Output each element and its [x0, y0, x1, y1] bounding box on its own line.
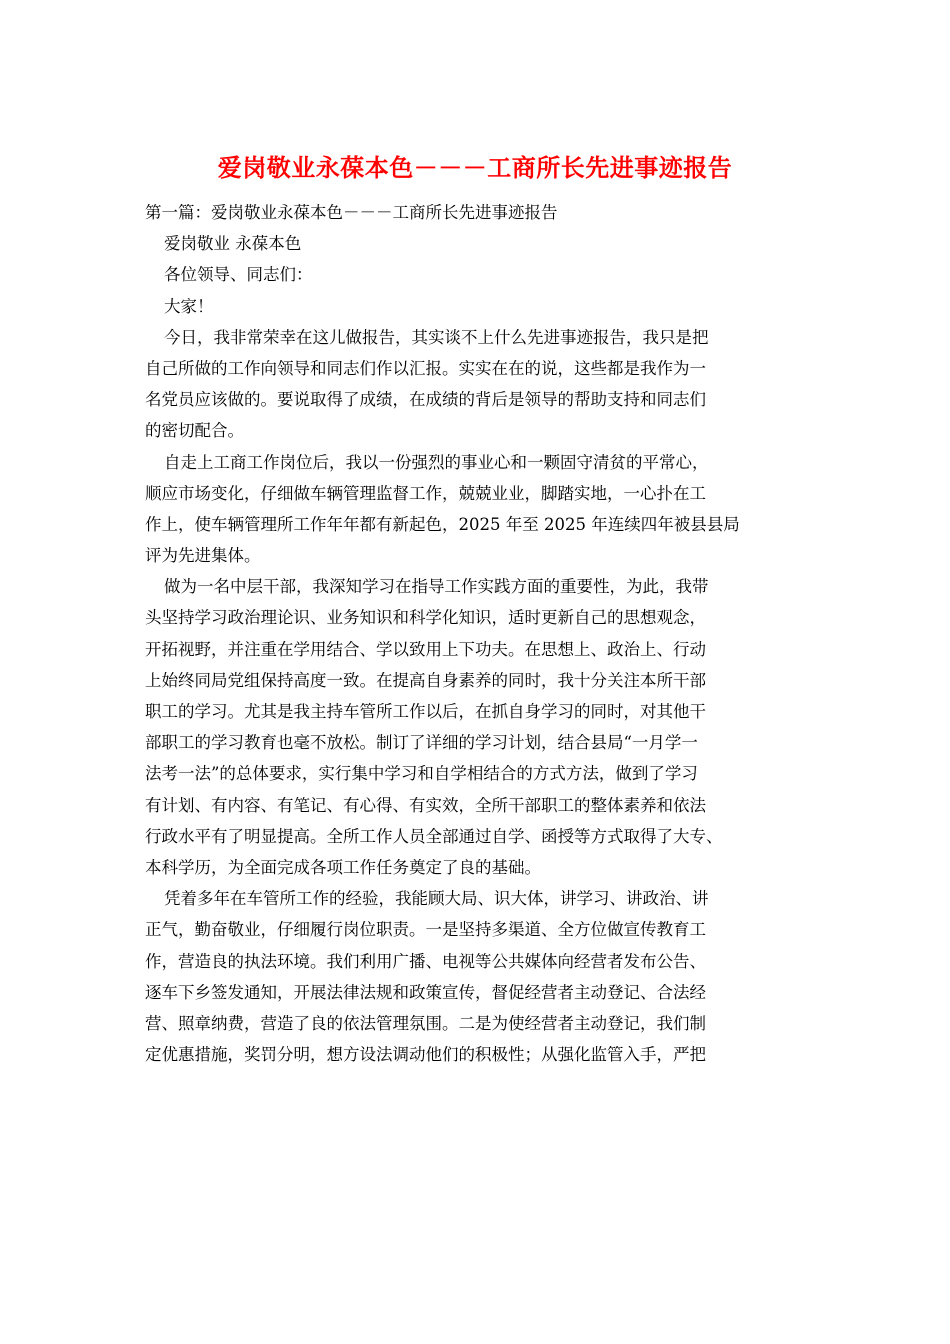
- text-line: 作上，使车辆管理所工作年年都有新起色，2025 年至 2025 年连续四年被县县局: [145, 514, 740, 534]
- text-line: 凭着多年在车管所工作的经验，我能顾大局、识大体，讲学习、讲政治、讲: [164, 889, 709, 909]
- document-title: 爱岗敬业永葆本色－－－工商所长先进事迹报告: [217, 153, 733, 182]
- text-line: 顺应市场变化，仔细做车辆管理监督工作，兢兢业业，脚踏实地，一心扑在工: [145, 483, 706, 503]
- text-line: 自己所做的工作向领导和同志们作以汇报。实实在在的说，这些都是我作为一: [145, 358, 706, 378]
- text-line: 正气，勤奋敬业，仔细履行岗位职责。一是坚持多渠道、全方位做宣传教育工: [145, 920, 706, 940]
- text-line: 法考一法”的总体要求，实行集中学习和自学相结合的方式方法，做到了学习: [145, 764, 698, 784]
- text-line: 今日，我非常荣幸在这儿做报告，其实谈不上什么先进事迹报告，我只是把: [164, 327, 709, 347]
- text-line: 部职工的学习教育也毫不放松。制订了详细的学习计划，结合县局“一月学一: [145, 733, 698, 753]
- text-line: 职工的学习。尤其是我主持车管所工作以后，在抓自身学习的同时，对其他干: [145, 702, 706, 721]
- text-line: 本科学历，为全面完成各项工作任务奠定了良的基础。: [145, 857, 541, 877]
- text-line: 做为一名中层干部，我深知学习在指导工作实践方面的重要性，为此，我带: [164, 577, 709, 597]
- text-line: 开拓视野，并注重在学用结合、学以致用上下功夫。在思想上、政治上、行动: [145, 639, 706, 659]
- text-line: 自走上工商工作岗位后，我以一份强烈的事业心和一颗固守清贫的平常心，: [164, 452, 709, 472]
- text-line: 作，营造良的执法环境。我们利用广播、电视等公共媒体向经营者发布公告、: [145, 951, 706, 971]
- text-line: 上始终同局党组保持高度一致。在提高自身素养的同时，我十分关注本所干部: [145, 670, 706, 690]
- text-line: 头坚持学习政治理论识、业务知识和科学化知识，适时更新自己的思想观念，: [145, 608, 706, 628]
- text-line: 大家！: [164, 296, 214, 316]
- text-line: 各位领导、同志们：: [164, 265, 313, 285]
- text-line: 爱岗敬业 永葆本色: [164, 234, 302, 254]
- text-line: 的密切配合。: [145, 421, 244, 441]
- text-line: 行政水平有了明显提高。全所工作人员全部通过自学、函授等方式取得了大专、: [145, 826, 723, 846]
- text-line: 名党员应该做的。要说取得了成绩，在成绩的背后是领导的帮助支持和同志们: [145, 390, 706, 410]
- text-line: 逐车下乡签发通知，开展法律法规和政策宣传，督促经营者主动登记、合法经: [145, 982, 706, 1002]
- text-line: 营、照章纳费，营造了良的依法管理氛围。二是为使经营者主动登记，我们制: [145, 1013, 706, 1033]
- text-line: 第一篇：爱岗敬业永葆本色－－－工商所长先进事迹报告: [145, 203, 558, 222]
- text-line: 有计划、有内容、有笔记、有心得、有实效，全所干部职工的整体素养和依法: [145, 795, 706, 815]
- text-line: 定优惠措施，奖罚分明，想方设法调动他们的积极性；从强化监管入手，严把: [145, 1045, 706, 1065]
- text-line: 评为先进集体。: [145, 546, 261, 566]
- document-body: [145, 197, 805, 1070]
